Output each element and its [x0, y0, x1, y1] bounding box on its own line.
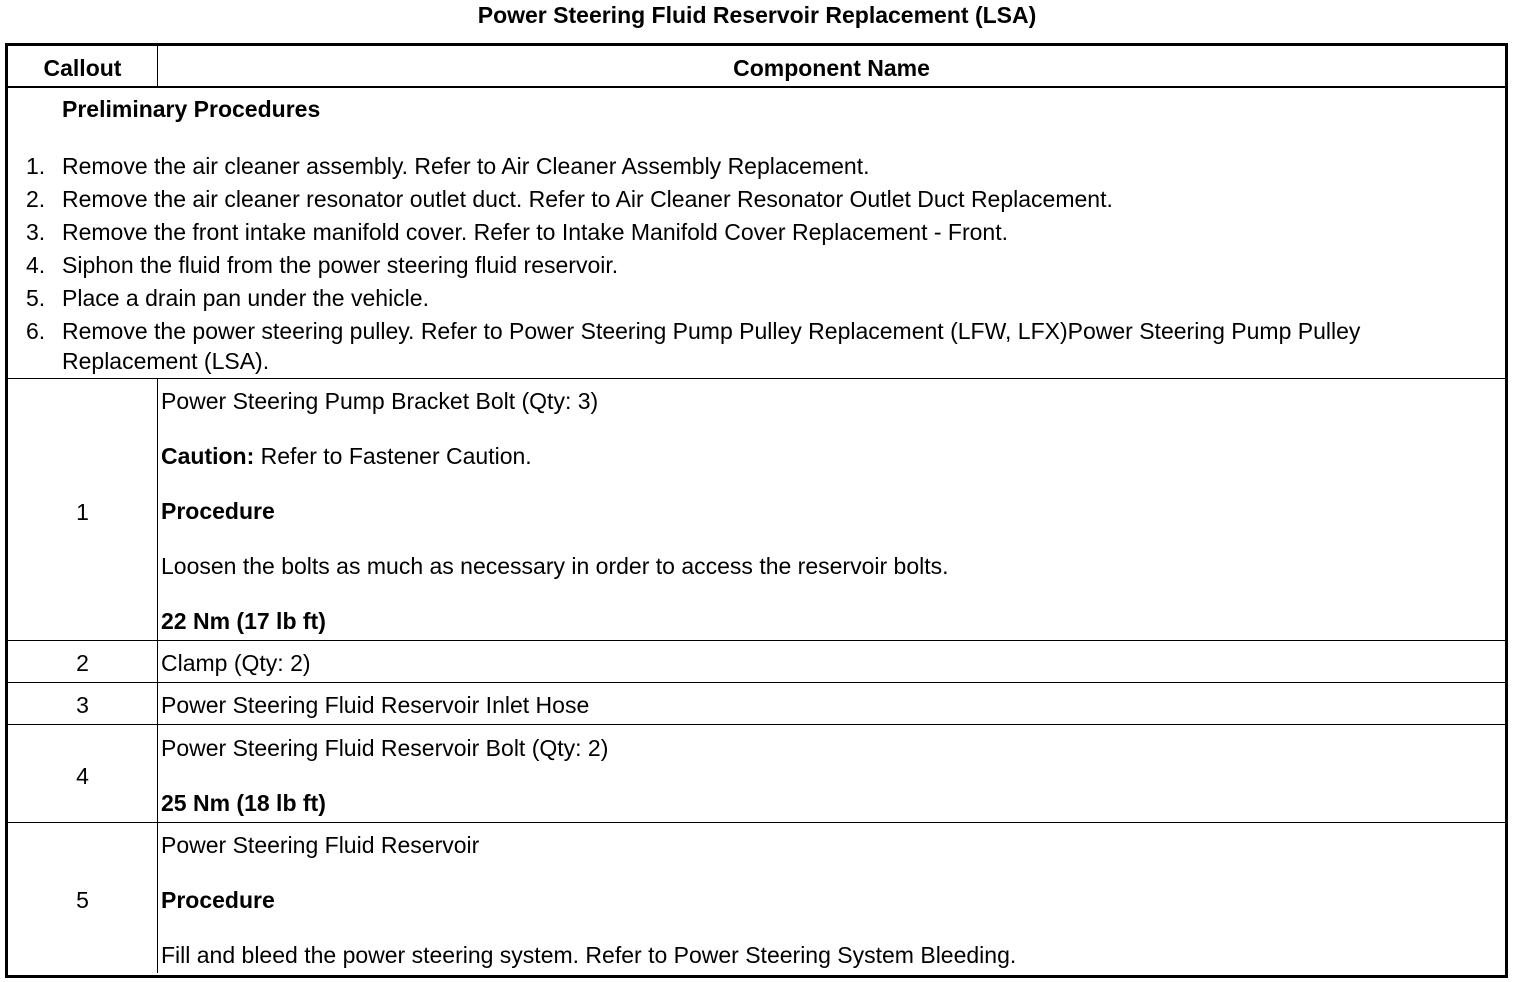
step-number: 3. [26, 219, 46, 245]
step-text: Remove the front intake manifold cover. Refer to Intake Manifold Cover Replacement - Front. [62, 219, 1008, 245]
step-number: 1. [26, 153, 46, 179]
header-callout: Callout [43, 55, 122, 81]
header-divider [8, 86, 1505, 88]
step-number: 2. [26, 186, 46, 212]
preliminary-step [8, 217, 1505, 247]
preliminary-step [8, 151, 1505, 181]
component-name: Power Steering Pump Bracket Bolt (Qty: 3) [161, 388, 599, 414]
row-divider [8, 822, 1505, 823]
preliminary-step [8, 250, 1505, 280]
column-divider [157, 379, 158, 973]
step-number: 6. [26, 318, 46, 344]
caution-note [161, 443, 1491, 469]
step-text: Remove the power steering pulley. Refer to Power Steering Pump Pulley Replacement (LFW, LFX)Power Steering Pump Pulley Replacement (LSA). [62, 318, 1361, 374]
step-text: Siphon the fluid from the power steering fluid reservoir. [62, 252, 619, 278]
procedure-label: Procedure [161, 887, 275, 913]
page-title: Power Steering Fluid Reservoir Replacement (LSA) [477, 2, 1037, 28]
step-text: Remove the air cleaner resonator outlet duct. Refer to Air Cleaner Resonator Outlet Duct Replacement. [62, 186, 1113, 212]
component-table [5, 43, 1508, 978]
torque-spec: 22 Nm (17 lb ft) [161, 608, 326, 634]
row-divider [8, 682, 1505, 683]
header-component-name: Component Name [733, 55, 930, 81]
row-divider [8, 640, 1505, 641]
step-text: Place a drain pan under the vehicle. [62, 285, 429, 311]
callout-number: 1 [76, 499, 89, 525]
step-number: 5. [26, 285, 46, 311]
row-divider [8, 724, 1505, 725]
preliminary-step [8, 316, 1505, 376]
step-number: 4. [26, 252, 46, 278]
callout-number: 5 [76, 887, 89, 913]
caution-label: Caution: [161, 443, 255, 469]
procedure-label: Procedure [161, 498, 275, 524]
column-divider [157, 46, 158, 88]
component-name: Power Steering Fluid Reservoir [161, 832, 480, 858]
callout-number: 3 [76, 692, 89, 718]
row-divider [8, 378, 1505, 379]
preliminary-step [8, 184, 1505, 214]
procedure-text: Fill and bleed the power steering system. Refer to Power Steering System Bleeding. [161, 942, 1017, 968]
callout-number: 4 [76, 763, 89, 789]
callout-number: 2 [76, 650, 89, 676]
torque-spec: 25 Nm (18 lb ft) [161, 790, 326, 816]
component-name: Clamp (Qty: 2) [161, 650, 311, 676]
step-text: Remove the air cleaner assembly. Refer to Air Cleaner Assembly Replacement. [62, 153, 870, 179]
procedure-text: Loosen the bolts as much as necessary in order to access the reservoir bolts. [161, 553, 949, 579]
preliminary-heading: Preliminary Procedures [62, 96, 321, 122]
component-name: Power Steering Fluid Reservoir Inlet Hose [161, 692, 590, 718]
caution-text: Refer to Fastener Caution. [254, 443, 532, 469]
preliminary-steps [8, 151, 1505, 379]
preliminary-step [8, 283, 1505, 313]
component-name: Power Steering Fluid Reservoir Bolt (Qty: 2) [161, 735, 609, 761]
